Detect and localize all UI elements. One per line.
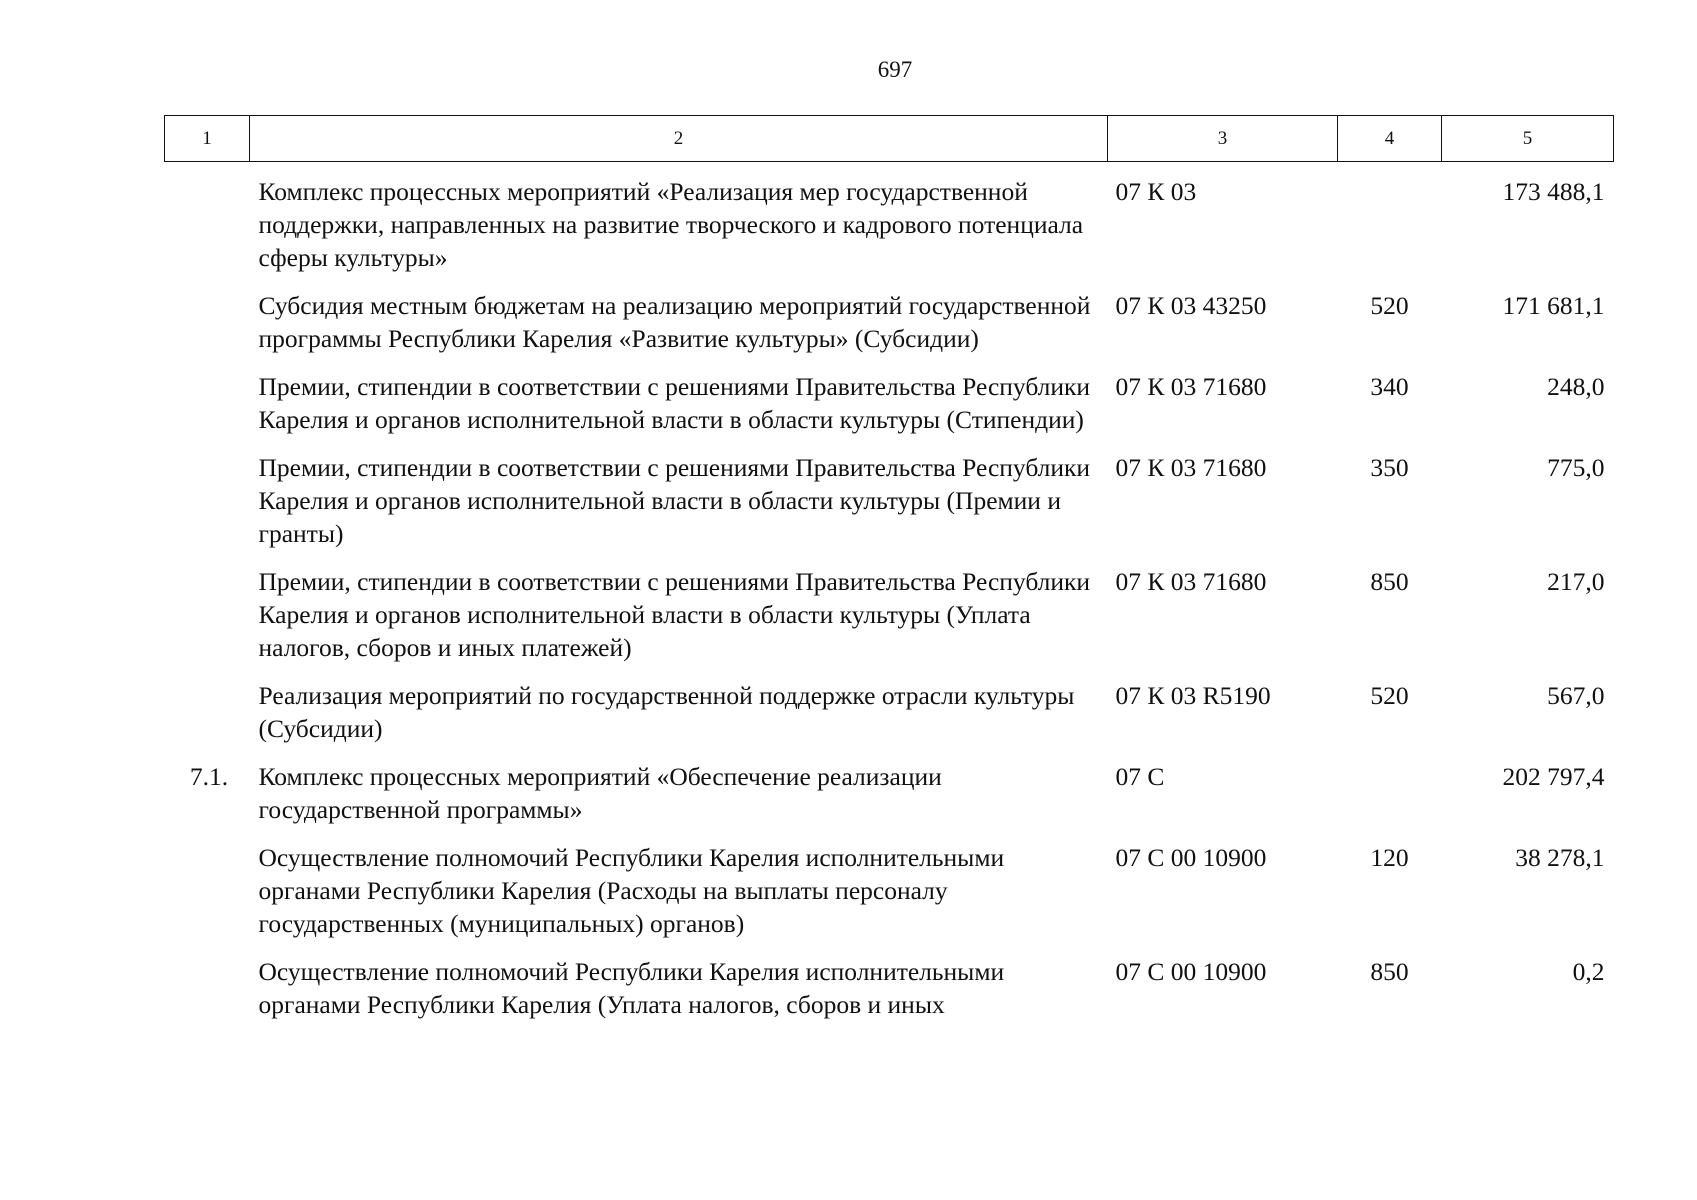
page-number: 697: [877, 57, 913, 82]
row-number: [165, 451, 250, 565]
column-header-5: 5: [1442, 116, 1614, 162]
row-code: 07 С: [1115, 762, 1165, 791]
row-expense-type: 340: [1370, 372, 1409, 401]
row-amount: 248,0: [1547, 372, 1605, 401]
table-header-row: [165, 116, 1614, 162]
row-expense-type: 520: [1370, 681, 1409, 710]
budget-table: [164, 115, 1614, 1036]
row-name: Премии, стипендии в соответствии с решениями Правительства Республики Карелия и органов исполнительной власти в области культуры (Стипендии): [258, 372, 1091, 434]
row-number: [165, 162, 250, 290]
row-expense-type: 350: [1370, 453, 1409, 482]
row-amount: 202 797,4: [1502, 762, 1605, 791]
row-expense-type: [1338, 760, 1442, 841]
column-header-1: 1: [165, 116, 250, 162]
row-expense-type: [1338, 162, 1442, 290]
row-name: Комплекс процессных мероприятий «Обеспечение реализации государственной программы»: [258, 762, 942, 824]
row-code: 07 К 03 43250: [1115, 291, 1267, 320]
row-amount: 0,2: [1572, 957, 1605, 986]
row-name: Субсидия местным бюджетам на реализацию мероприятий государственной программы Республики Карелия «Развитие культуры» (Субсидии): [258, 291, 1091, 353]
row-name: Премии, стипендии в соответствии с решениями Правительства Республики Карелия и органов исполнительной власти в области культуры (Премии и гранты): [258, 453, 1091, 548]
row-code: 07 К 03: [1115, 177, 1197, 206]
row-number: [165, 565, 250, 679]
row-name: Осуществление полномочий Республики Карелия исполнительными органами Республики Карелия (Уплата налогов, сборов и иных: [258, 957, 1005, 1019]
table-row: [165, 679, 1614, 760]
row-amount: 171 681,1: [1502, 291, 1605, 320]
row-code: 07 С 00 10900: [1115, 957, 1267, 986]
row-name: Осуществление полномочий Республики Карелия исполнительными органами Республики Карелия (Расходы на выплаты персоналу государственных (муниципальных) органов): [258, 843, 1005, 938]
row-code: 07 К 03 71680: [1115, 453, 1267, 482]
row-number: 7.1.: [189, 762, 229, 791]
row-expense-type: 120: [1370, 843, 1409, 872]
table-row: [165, 955, 1614, 1036]
row-expense-type: 520: [1370, 291, 1409, 320]
row-code: 07 К 03 R5190: [1115, 681, 1271, 710]
row-number: [165, 370, 250, 451]
column-header-3: 3: [1108, 116, 1338, 162]
table-row: [165, 370, 1614, 451]
row-name: Реализация мероприятий по государственной поддержке отрасли культуры (Субсидии): [258, 681, 1075, 743]
row-number: [165, 841, 250, 955]
table-row: [165, 760, 1614, 841]
row-name: Комплекс процессных мероприятий «Реализация мер государственной поддержки, направленных на развитие творческого и кадрового потенциала сферы культуры»: [258, 177, 1084, 272]
row-number: [165, 679, 250, 760]
table-row: [165, 841, 1614, 955]
row-amount: 567,0: [1547, 681, 1605, 710]
row-code: 07 С 00 10900: [1115, 843, 1267, 872]
row-code: 07 К 03 71680: [1115, 567, 1267, 596]
table-row: [165, 162, 1614, 290]
row-amount: 217,0: [1547, 567, 1605, 596]
row-name: Премии, стипендии в соответствии с решениями Правительства Республики Карелия и органов исполнительной власти в области культуры (Уплата налогов, сборов и иных платежей): [258, 567, 1091, 662]
table-row: [165, 565, 1614, 679]
table-row: [165, 451, 1614, 565]
table-row: [165, 289, 1614, 370]
row-amount: 38 278,1: [1515, 843, 1605, 872]
row-amount: 775,0: [1547, 453, 1605, 482]
row-code: 07 К 03 71680: [1115, 372, 1267, 401]
row-number: [165, 289, 250, 370]
column-header-2: 2: [250, 116, 1108, 162]
row-expense-type: 850: [1370, 957, 1409, 986]
row-expense-type: 850: [1370, 567, 1409, 596]
row-number: [165, 955, 250, 1036]
row-amount: 173 488,1: [1502, 177, 1605, 206]
column-header-4: 4: [1338, 116, 1442, 162]
